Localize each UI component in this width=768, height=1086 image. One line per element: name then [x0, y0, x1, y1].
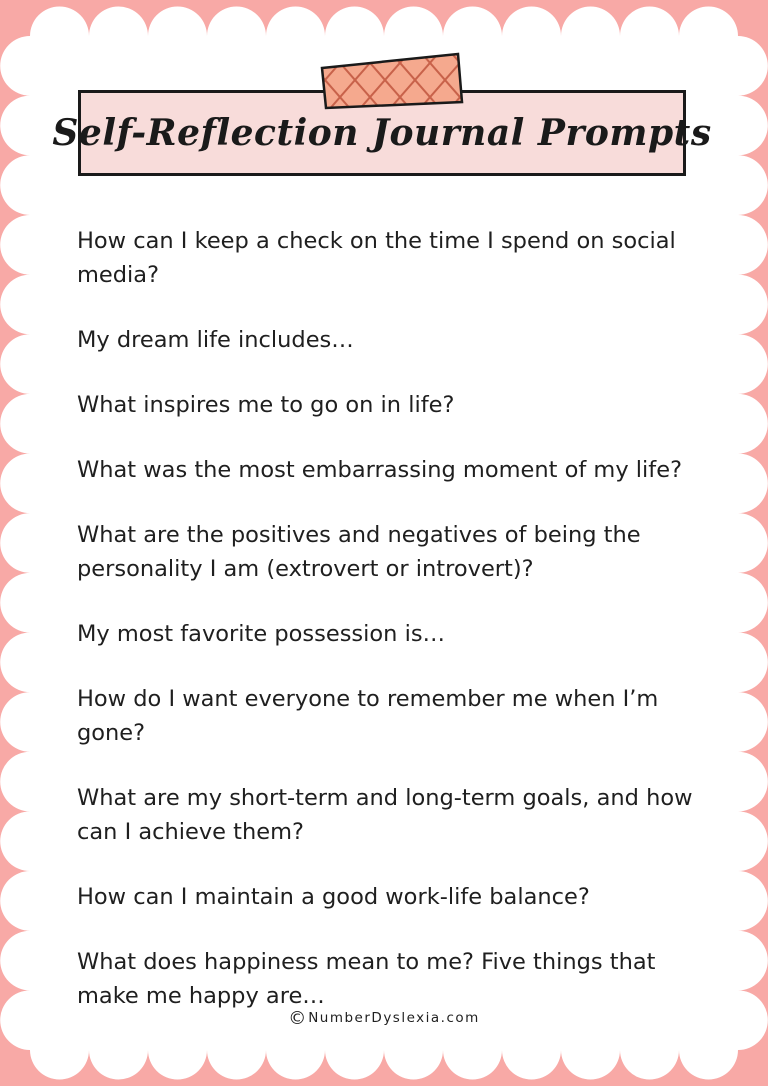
page-title: Self-Reflection Journal Prompts: [52, 112, 712, 154]
prompt-item: My dream life includes…: [77, 327, 354, 353]
prompt-item: What are the positives and negatives of being the personality I am (extrovert or introvert)?: [77, 522, 641, 582]
prompt-item: How can I keep a check on the time I spend on social media?: [77, 228, 676, 288]
copyright-icon: ©: [288, 1008, 307, 1029]
prompt-item: What does happiness mean to me? Five things that make me happy are…: [77, 949, 656, 1009]
footer-credit: [0, 1008, 768, 1029]
prompt-item: What was the most embarrassing moment of my life?: [77, 457, 683, 483]
prompt-item: How do I want everyone to remember me when I’m gone?: [77, 686, 659, 746]
prompt-item: How can I maintain a good work-life balance?: [77, 884, 590, 910]
footer-text: NumberDyslexia.com: [308, 1010, 480, 1026]
prompt-item: My most favorite possession is…: [77, 621, 446, 647]
prompt-item: What are my short-term and long-term goals, and how can I achieve them?: [77, 785, 693, 845]
prompt-list: [77, 224, 717, 1044]
prompt-item: What inspires me to go on in life?: [77, 392, 455, 418]
